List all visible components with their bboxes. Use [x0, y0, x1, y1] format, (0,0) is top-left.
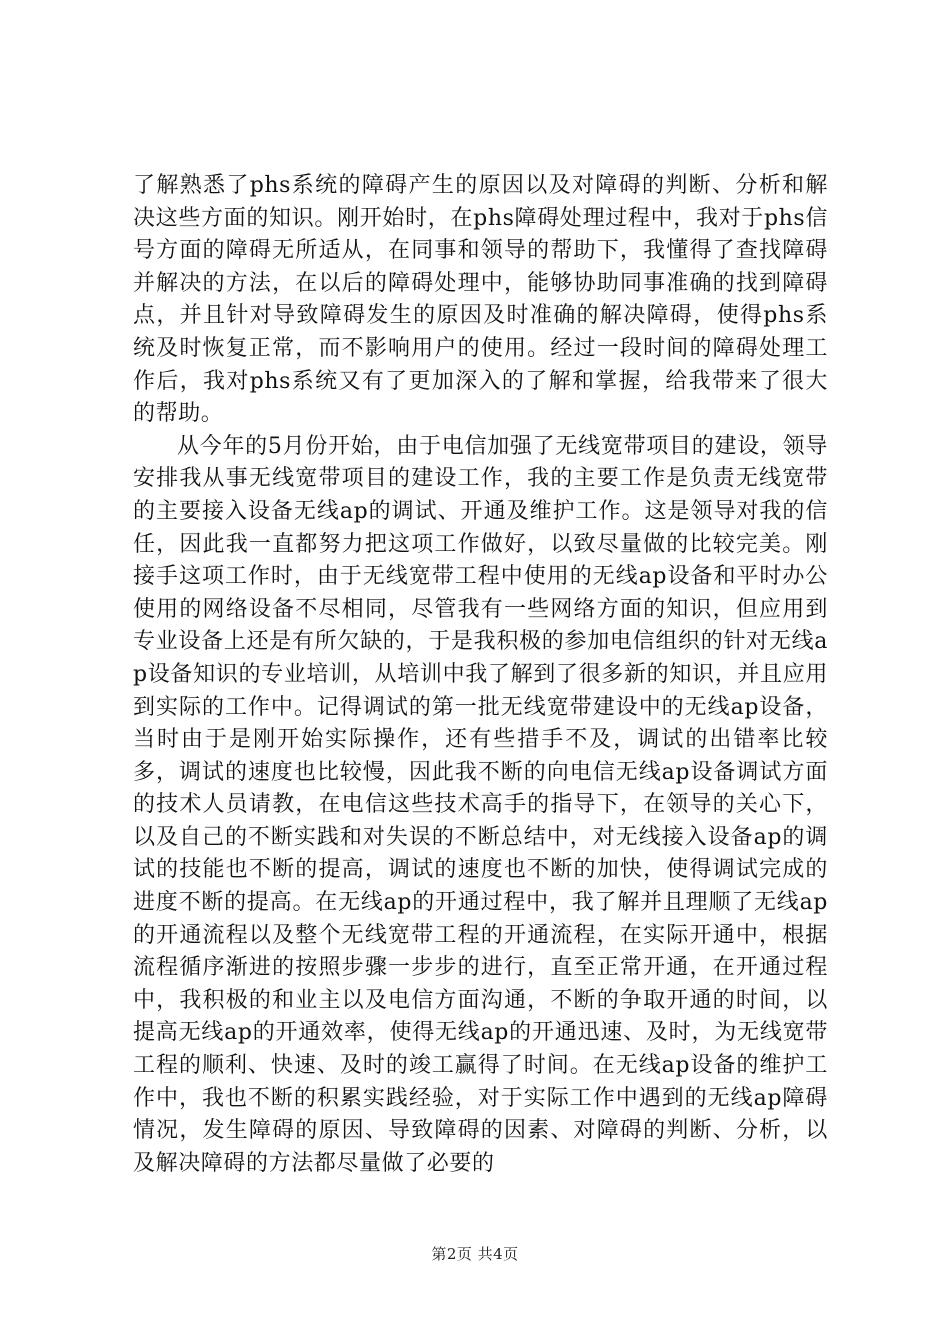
paragraph-continuation: 了解熟悉了phs系统的障碍产生的原因以及对障碍的判断、分析和解决这些方面的知识。刚开始时，在phs障碍处理过程中，我对于phs信号方面的障碍无所适从，在同事和领导的帮助下，我懂得了查找障碍并解决的方法，在以后的障碍处理中，能够协助同事准确的找到障碍点，并且针对导致障碍发生的原因及时准确的解决障碍，使得phs系统及时恢复正常，而不影响用户的使用。经过一段时间的障碍处理工作后，我对phs系统又有了更加深入的了解和掌握，给我带来了很大的帮助。: [133, 173, 828, 427]
paragraph-wireless-broadband: 从今年的5月份开始，由于电信加强了无线宽带项目的建设，领导安排我从事无线宽带项目的建设工作，我的主要工作是负责无线宽带的主要接入设备无线ap的调试、开通及维护工作。这是领导对我的信任，因此我一直都努力把这项工作做好，以致尽量做的比较完美。刚接手这项工作时，由于无线宽带工程中使用的无线ap设备和平时办公使用的网络设备不尽相同，尽管我有一些网络方面的知识，但应用到专业设备上还是有所欠缺的，于是我积极的参加电信组织的针对无线ap设备知识的专业培训，从培训中我了解到了很多新的知识，并且应用到实际的工作中。记得调试的第一批无线宽带建设中的无线ap设备，当时由于是刚开始实际操作，还有些措手不及，调试的出错率比较多，调试的速度也比较慢，因此我不断的向电信无线ap设备调试方面的技术人员请教，在电信这些技术高手的指导下，在领导的关心下，以及自己的不断实践和对失误的不断总结中，对无线接入设备ap的调试的技能也不断的提高，调试的速度也不断的加快，使得调试完成的进度不断的提高。在无线ap的开通过程中，我了解并且理顺了无线ap的开通流程以及整个无线宽带工程的开通流程，在实际开通中，根据流程循序渐进的按照步骤一步步的进行，直至正常开通，在开通过程中，我积极的和业主以及电信方面沟通，不断的争取开通的时间，以提高无线ap的开通效率，使得无线ap的开通迅速、及时，为无线宽带工程的顺利、快速、及时的竣工赢得了时间。在无线ap设备的维护工作中，我也不断的积累实践经验，对于实际工作中遇到的无线ap障碍情况，发生障碍的原因、导致障碍的因素、对障碍的判断、分析，以及解决障碍的方法都尽量做了必要的: [133, 433, 828, 1176]
document-body: [133, 170, 828, 1180]
page-number-footer: 第2页 共4页: [431, 1245, 519, 1263]
